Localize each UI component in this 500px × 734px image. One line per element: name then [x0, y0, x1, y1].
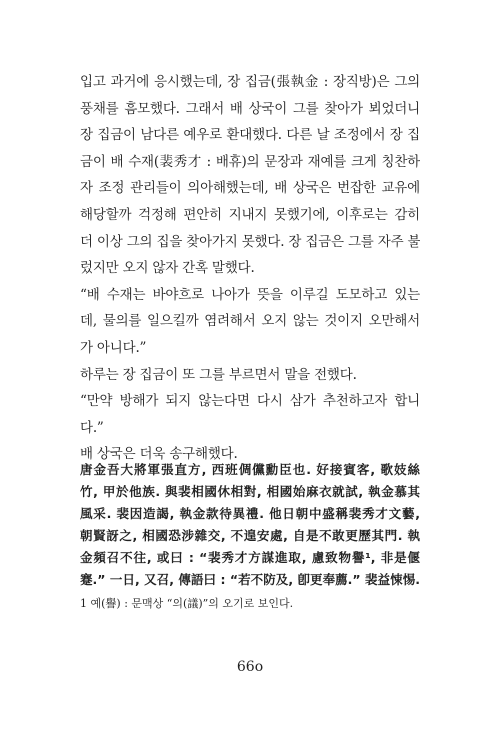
footnote: 1 예(譽) : 문맥상 “의(議)”의 오기로 보인다.: [80, 597, 294, 610]
korean-text-line: 자 조정 관리들이 의아해했는데, 배 상국은 번잡한 교유에: [80, 180, 420, 197]
hanja-text-line: 竹, 甲於他族. 與裴相國休相對, 相國始麻衣就試, 執金慕其: [80, 484, 420, 499]
korean-text-line: 입고 과거에 응시했는데, 장 집금(張執金 : 장직방)은 그의: [80, 74, 420, 90]
korean-text-line: “배 수재는 바야흐로 나아가 뜻을 이루길 도모하고 있는: [80, 286, 420, 303]
korean-text-line: 풍채를 흠모했다. 그래서 배 상국이 그를 찾아가 뵈었더니: [80, 100, 420, 117]
hanja-text-line: 唐金吾大將軍張直方, 西班倜儻勳臣也. 好接賓客, 歌妓絲: [80, 462, 420, 477]
korean-text-line: 다.”: [80, 419, 104, 436]
hanja-text-line: 朝賢訝之, 相國恐涉雜交, 不遑安處, 自是不敢更歷其門. 執: [80, 528, 420, 543]
hanja-text-line: 蹇.” 一日, 又召, 傳語曰 : “若不防及, 卽更奉薦.” 裴益悚惕.: [80, 572, 420, 587]
korean-text-line: 가 아니다.”: [80, 340, 147, 356]
korean-text-line: 금이 배 수재(裴秀才 : 배휴)의 문장과 재예를 크게 칭찬하: [80, 153, 420, 170]
korean-text-line: “만약 방해가 되지 않는다면 다시 삼가 추천하고자 합니: [80, 393, 420, 410]
korean-text-line: 장 집금이 남다른 예우로 환대했다. 다른 날 조정에서 장 집: [80, 127, 420, 144]
hanja-text-line: 金頻召不往, 或曰 : “裴秀才方謀進取, 慮致物譽¹, 非是偃: [80, 550, 420, 565]
korean-text-line: 해당할까 걱정해 편안히 지내지 못했기에, 이후로는 감히: [80, 207, 420, 223]
hanja-text-line: 風采. 裴因造謁, 執金款待異禮. 他日朝中盛稱裴秀才文藝,: [80, 506, 420, 521]
korean-text-line: 배 상국은 더욱 송구해했다.: [80, 446, 238, 463]
korean-text-line: 데, 물의를 일으킬까 염려해서 오지 않는 것이지 오만해서: [80, 313, 420, 330]
page-number: 66o: [236, 659, 264, 675]
korean-text-line: 더 이상 그의 집을 찾아가지 못했다. 장 집금은 그를 자주 불: [80, 233, 420, 250]
korean-text-line: 하루는 장 집금이 또 그를 부르면서 말을 전했다.: [80, 366, 357, 383]
korean-text-line: 렀지만 오지 않자 간혹 말했다.: [80, 260, 255, 277]
